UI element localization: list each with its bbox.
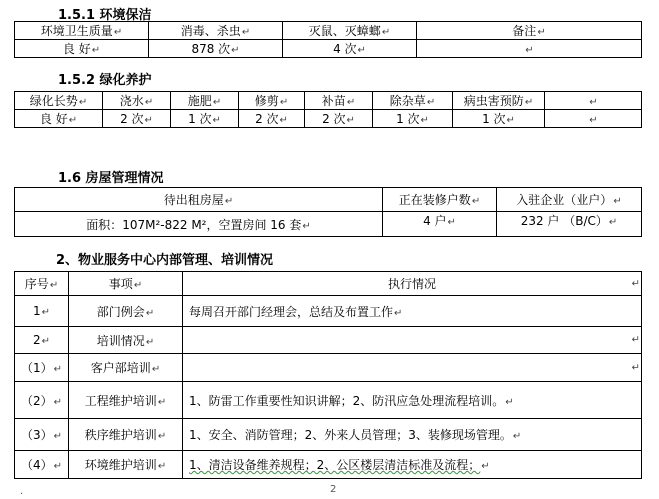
header-cell: 绿化长势↵ [15, 92, 103, 110]
header-cell: 消毒、杀虫↵ [149, 22, 283, 40]
header-cell: 除杂草↵ [373, 92, 453, 110]
header-cell: 灭鼠、灭蟑螂↵ [283, 22, 417, 40]
row-number: （1）↵ [15, 354, 69, 382]
row-detail: 每周召开部门经理会，总结及布置工作↵ [183, 296, 642, 327]
table-row [15, 382, 642, 419]
training-table [14, 271, 642, 479]
table-row [15, 354, 642, 382]
row-detail: 1、防雷工作重要性知识讲解；2、防汛应急处理流程培训。↵ [183, 382, 642, 419]
header-cell: 事项↵ [69, 272, 183, 296]
row-item: 秩序维护培训↵ [69, 419, 183, 451]
greening-table [14, 91, 642, 128]
footer-mark: . [20, 486, 24, 497]
housing-table [14, 187, 642, 237]
value-cell: 2 次↵ [103, 110, 171, 128]
header-cell: 补苗↵ [305, 92, 373, 110]
section-heading-environment: 1.5.1 环境保洁 [58, 8, 152, 23]
value-cell: 2 次↵ [239, 110, 305, 128]
row-item: 客户部培训↵ [69, 354, 183, 382]
value-cell: 面积：107M²-822 M²，空置房间 16 套↵ [15, 212, 383, 237]
header-cell: 病虫害预防↵ [453, 92, 545, 110]
table-row [15, 419, 642, 451]
row-detail: 1、清洁设备维养规程；2、公区楼层清洁标准及流程；↵ [183, 451, 642, 479]
section-heading-housing: 1.6 房屋管理情况 [58, 171, 164, 186]
header-cell: 正在装修户数↵ [383, 188, 497, 212]
row-number: 1↵ [15, 296, 69, 327]
value-cell: 2 次↵ [305, 110, 373, 128]
section-heading-greening: 1.5.2 绿化养护 [58, 73, 152, 88]
value-cell: 良 好↵ [15, 110, 103, 128]
header-cell: 浇水↵ [103, 92, 171, 110]
value-cell: 1 次↵ [373, 110, 453, 128]
header-cell: ↵ [545, 92, 642, 110]
value-cell: 232 户 （B/C）↵ [497, 212, 642, 237]
row-item: 培训情况↵ [69, 327, 183, 354]
header-cell: 执行情况 ↵ [183, 272, 642, 296]
environment-table [14, 21, 642, 58]
row-number: （4）↵ [15, 451, 69, 479]
row-number: 2↵ [15, 327, 69, 354]
section-heading-internal-management: 2、物业服务中心内部管理、培训情况 [56, 253, 274, 268]
row-detail: ↵ [183, 354, 642, 382]
header-cell: 序号↵ [15, 272, 69, 296]
row-number: （2）↵ [15, 382, 69, 419]
table-row [15, 327, 642, 354]
row-item: 工程维护培训↵ [69, 382, 183, 419]
value-cell: 1 次↵ [453, 110, 545, 128]
row-detail: 1、安全、消防管理；2、外来人员管理；3、装修现场管理。↵ [183, 419, 642, 451]
value-cell: 4 户↵ [383, 212, 497, 237]
row-number: （3）↵ [15, 419, 69, 451]
value-cell: 878 次↵ [149, 40, 283, 58]
row-item: 环境维护培训↵ [69, 451, 183, 479]
header-cell: 环境卫生质量↵ [15, 22, 149, 40]
header-cell: 修剪↵ [239, 92, 305, 110]
value-cell: ↵ [545, 110, 642, 128]
value-cell: ↵ [417, 40, 642, 58]
value-cell: 1 次↵ [171, 110, 239, 128]
table-row [15, 451, 642, 479]
value-cell: 4 次↵ [283, 40, 417, 58]
value-cell: 良 好↵ [15, 40, 149, 58]
row-item: 部门例会↵ [69, 296, 183, 327]
page-number: 2 [330, 484, 337, 495]
table-row [15, 296, 642, 327]
header-cell: 待出租房屋↵ [15, 188, 383, 212]
header-cell: 施肥↵ [171, 92, 239, 110]
header-cell: 备注↵ [417, 22, 642, 40]
row-detail: ↵ [183, 327, 642, 354]
header-cell: 入驻企业（业户）↵ [497, 188, 642, 212]
